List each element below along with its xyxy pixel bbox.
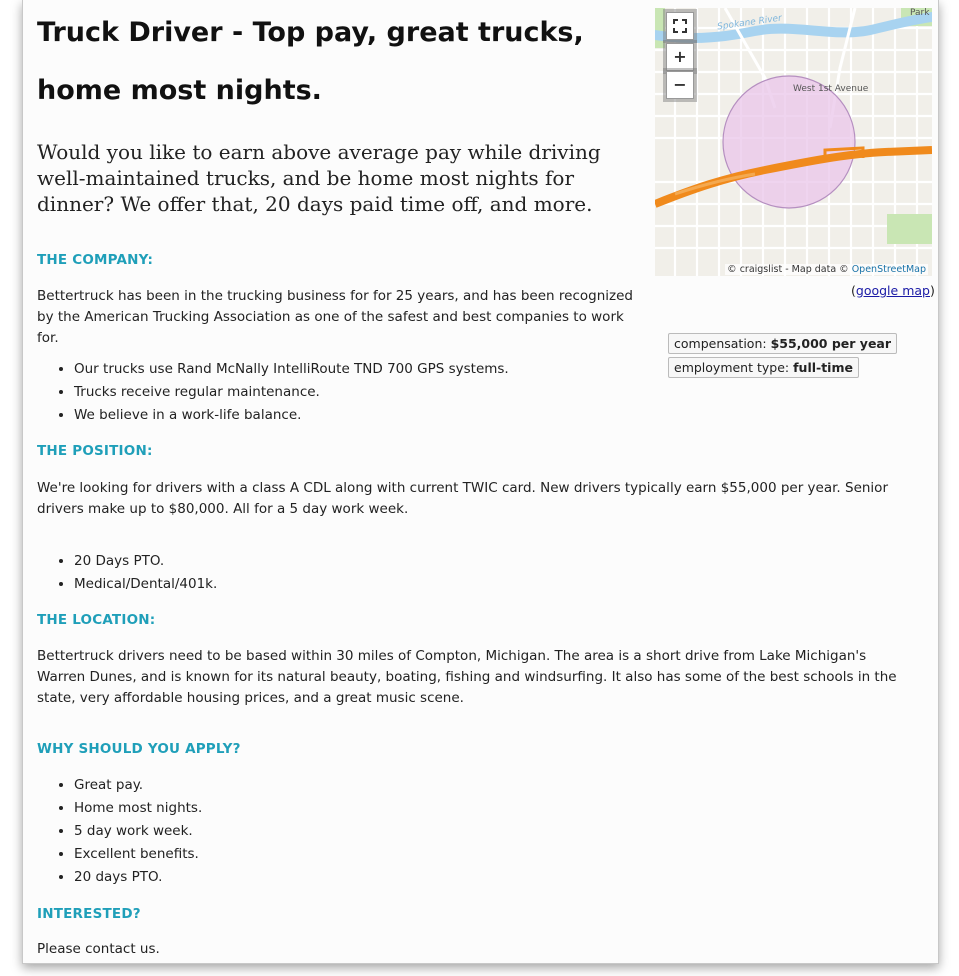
list-item: • 20 days PTO. [74,866,202,889]
attribution-text: © craigslist - Map data © [727,264,849,275]
list-item: • Trucks receive regular maintenance. [74,381,509,404]
list-item: • Our trucks use Rand McNally IntelliRoute TND 700 GPS systems. [74,358,509,381]
list-item: • 20 Days PTO. [74,550,217,573]
openstreetmap-link[interactable]: OpenStreetMap [851,264,926,275]
fullscreen-button[interactable] [666,12,694,40]
list-item: • Excellent benefits. [74,843,202,866]
google-map-link-wrapper [851,283,935,298]
location-text: Bettertruck drivers need to be based within 30 miles of Compton, Michigan. The area is a short drive from Lake Michigan's Warren Dunes, and is known for its natural beauty, boating, fishing and windsurfing. It also has some of the best schools in the state, very affordable housing prices, and a great music scene. [37,648,897,706]
company-bullets [37,358,509,427]
map-attribution [725,264,928,275]
interested-text: Please contact us. [37,941,160,957]
compensation-label: compensation: [674,336,767,351]
park-label: Park [910,8,930,18]
employment-value: full-time [793,360,853,375]
list-item: • Great pay. [74,774,202,797]
apply-heading: WHY SHOULD YOU APPLY? [37,741,241,757]
river-label: Spokane River [716,13,783,33]
location-map[interactable] [655,8,932,276]
list-item: • 5 day work week. [74,820,202,843]
apply-bullets [37,774,202,889]
list-item: • We believe in a work-life balance. [74,404,509,427]
posting-intro: Would you like to earn above average pay while driving well-maintained trucks, and be home most nights for dinner? We offer that, 20 days paid time off, and more. [37,140,601,216]
interested-heading: INTERESTED? [37,906,141,922]
employment-type-attribute [668,357,859,378]
company-text: Bettertruck has been in the trucking business for for 25 years, and has been recognized by the American Trucking Association as one of the safest and best companies to work for. [37,288,633,346]
list-item: • Medical/Dental/401k. [74,573,217,596]
compensation-attribute [668,333,897,354]
location-heading: THE LOCATION: [37,612,156,628]
employment-label: employment type: [674,360,790,375]
map-tiles [655,8,932,276]
compensation-value: $55,000 per year [770,336,892,351]
paren-close: ) [929,283,935,298]
fullscreen-icon [673,19,687,33]
google-map-link[interactable]: google map [855,283,930,298]
zoom-in-button[interactable]: + [666,43,694,71]
company-heading: THE COMPANY: [37,252,154,268]
position-text: We're looking for drivers with a class A CDL along with current TWIC card. New drivers typically earn $55,000 per year. Senior drivers make up to $80,000. All for a 5 day work week. [37,480,888,517]
list-item: • Home most nights. [74,797,202,820]
avenue-label: West 1st Avenue [793,84,869,94]
paren-open: ( [851,283,856,298]
position-heading: THE POSITION: [37,443,153,459]
zoom-out-button[interactable]: − [666,71,694,99]
posting-title: Truck Driver - Top pay, great trucks, home most nights. [37,17,584,106]
position-bullets [37,550,217,596]
